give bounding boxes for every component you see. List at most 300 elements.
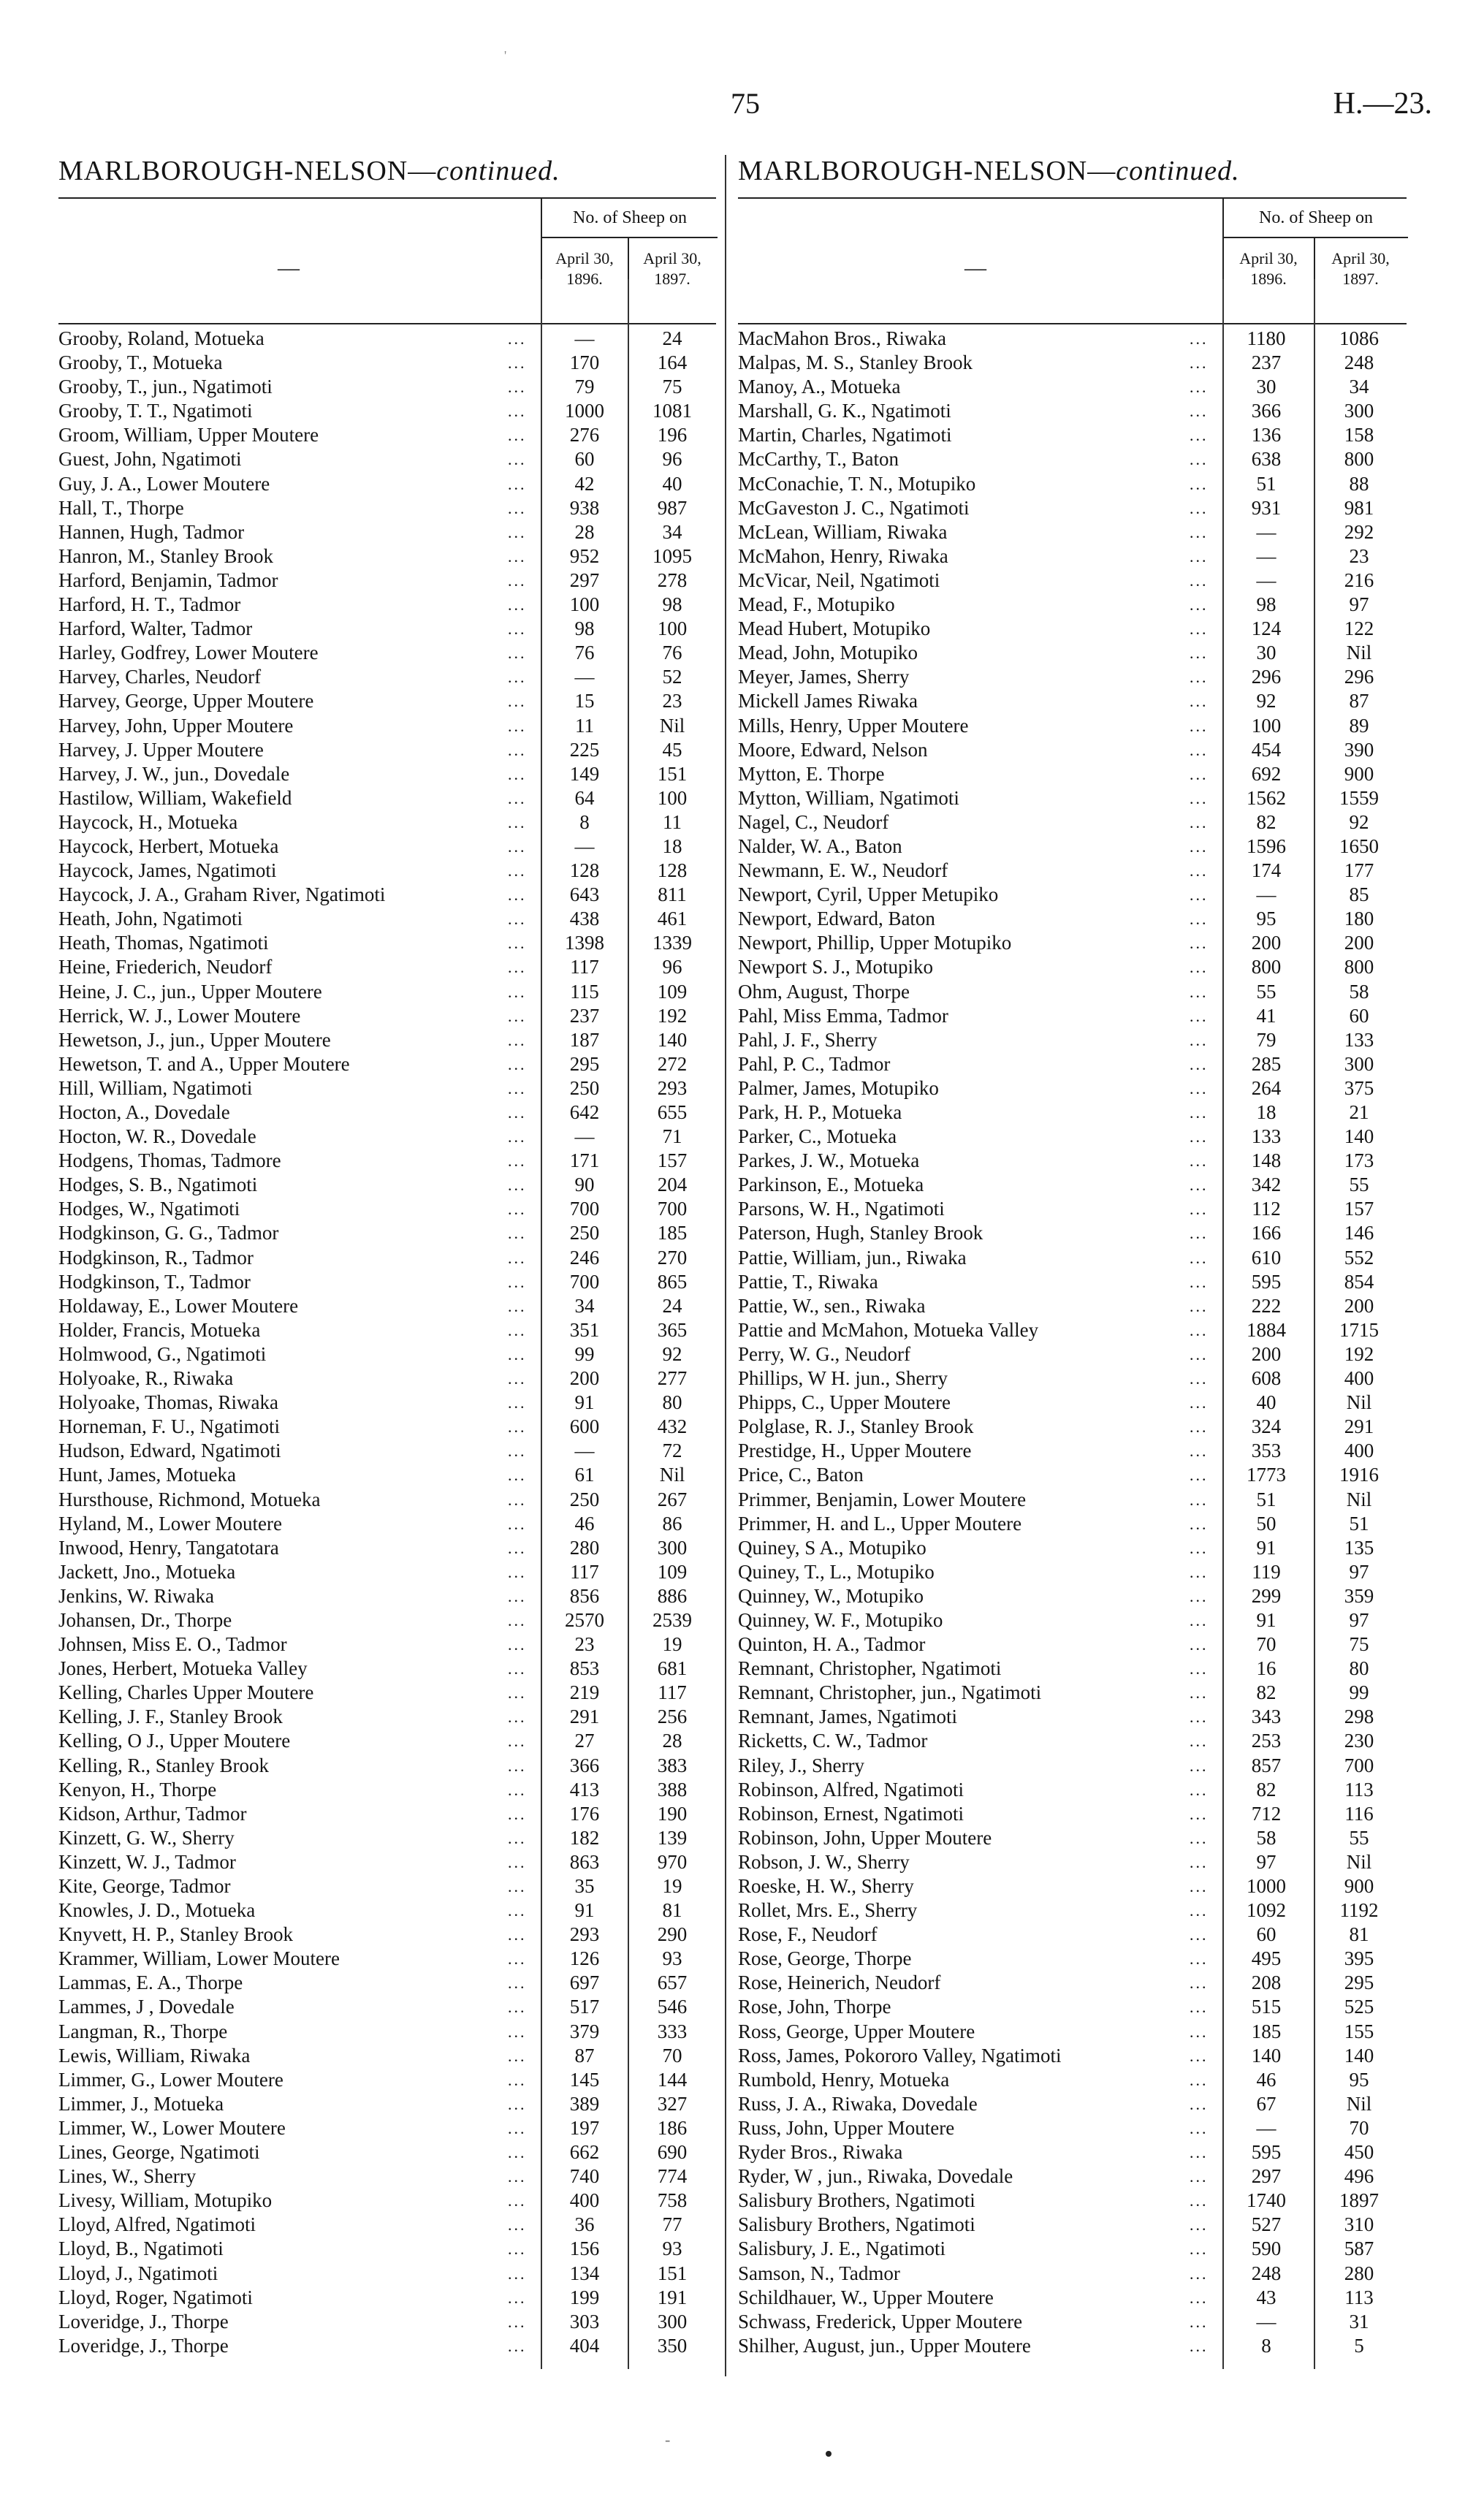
right-column: [738, 155, 1407, 2357]
sheep-1896: 253: [1251, 1730, 1282, 1752]
table-row: [738, 1197, 1407, 1221]
sheep-1897: 1897: [1339, 2189, 1379, 2212]
sheep-1896: —: [1256, 520, 1276, 543]
sheep-1897: 496: [1344, 2165, 1374, 2188]
leader-dots: ...: [1190, 1006, 1209, 1025]
sheep-1896: 692: [1251, 762, 1282, 785]
leader-dots: ...: [508, 1030, 527, 1049]
sheep-1896: 23: [574, 1633, 595, 1656]
table-row: [738, 883, 1407, 907]
owner-name: McConachie, T. N., Motupiko: [738, 472, 976, 495]
owner-name: Hunt, James, Motueka: [58, 1464, 236, 1486]
leader-dots: ...: [508, 1708, 527, 1727]
leader-dots: ...: [1190, 571, 1209, 590]
sheep-1897: 70: [662, 2044, 682, 2067]
sheep-1896: 643: [569, 883, 600, 906]
leader-dots: ...: [508, 1320, 527, 1339]
sheep-1896: 51: [1256, 1488, 1276, 1510]
sheep-1897: 158: [1344, 424, 1374, 446]
owner-name: Parkinson, E., Motueka: [738, 1174, 924, 1196]
sheep-1897: 164: [657, 351, 688, 374]
sheep-1897: 327: [657, 2092, 688, 2115]
table-row: [738, 1221, 1407, 1245]
sheep-1897: 55: [1349, 1174, 1369, 1196]
owner-name: Mead, F., Motupiko: [738, 593, 895, 616]
sheep-1896: 237: [569, 1004, 600, 1027]
sheep-1897: 190: [657, 1802, 688, 1825]
table-row: [58, 447, 716, 471]
leader-dots: ...: [508, 1974, 527, 1993]
owner-name: Harford, Walter, Tadmor: [58, 617, 253, 640]
sheep-1896: 149: [569, 762, 600, 785]
leader-dots: ...: [1190, 498, 1209, 517]
left-sheep-group-header: No. of Sheep on: [541, 199, 718, 238]
table-row: [738, 472, 1407, 496]
sheep-1896: 185: [1251, 2020, 1282, 2042]
table-row: [738, 617, 1407, 641]
leader-dots: ...: [1190, 2118, 1209, 2137]
owner-name: Jackett, Jno., Motueka: [58, 1560, 236, 1583]
leader-dots: ...: [1190, 1611, 1209, 1630]
leader-dots: ...: [508, 934, 527, 953]
leader-dots: ...: [1190, 1780, 1209, 1799]
table-row: [58, 1173, 716, 1197]
table-row: [58, 2140, 716, 2164]
table-row: [58, 1318, 716, 1342]
sheep-1897: 987: [657, 496, 688, 519]
sheep-1897: 365: [657, 1318, 688, 1341]
sheep-1897: 272: [657, 1052, 688, 1075]
sheep-1897: 60: [1349, 1004, 1369, 1027]
owner-name: Salisbury Brothers, Ngatimoti: [738, 2189, 975, 2212]
leader-dots: ...: [1190, 1418, 1209, 1437]
owner-name: Prestidge, H., Upper Moutere: [738, 1440, 972, 1462]
owner-name: Mytton, E. Thorpe: [738, 762, 885, 785]
owner-name: McCarthy, T., Baton: [738, 448, 899, 471]
sheep-1896: 250: [569, 1222, 600, 1244]
leader-dots: ...: [1190, 764, 1209, 783]
owner-name: Pahl, J. F., Sherry: [738, 1028, 878, 1051]
table-row: [738, 1004, 1407, 1028]
sheep-1897: 11: [663, 810, 682, 833]
sheep-1896: 857: [1251, 1754, 1282, 1776]
sheep-1896: 1740: [1247, 2189, 1286, 2212]
sheep-1897: 854: [1344, 1270, 1374, 1293]
sheep-1896: 117: [570, 1560, 599, 1583]
owner-name: Ricketts, C. W., Tadmor: [738, 1730, 928, 1752]
sheep-1896: 700: [569, 1270, 600, 1293]
sheep-1897: Nil: [1346, 1391, 1372, 1414]
sheep-1897: 811: [658, 883, 687, 906]
owner-name: Kelling, O J., Upper Moutere: [58, 1730, 291, 1752]
table-row: [738, 1729, 1407, 1753]
table-row: [58, 1898, 716, 1923]
owner-name: Pattie and McMahon, Motueka Valley: [738, 1318, 1039, 1341]
sheep-1896: 342: [1251, 1174, 1282, 1196]
sheep-1897: 461: [657, 908, 688, 930]
sheep-1897: 395: [1344, 1947, 1374, 1970]
sheep-1896: 200: [1251, 932, 1282, 954]
owner-name: Harvey, Charles, Neudorf: [58, 666, 262, 688]
sheep-1897: 19: [662, 1633, 682, 1656]
sheep-1896: 60: [1256, 1923, 1276, 1946]
sheep-1896: 608: [1251, 1367, 1282, 1390]
owner-name: Hyland, M., Lower Moutere: [58, 1512, 282, 1535]
owner-name: Ryder, W , jun., Riwaka, Dovedale: [738, 2165, 1013, 2188]
owner-name: McGaveston J. C., Ngatimoti: [738, 496, 970, 519]
owner-name: Hursthouse, Richmond, Motueka: [58, 1488, 321, 1510]
table-row: [738, 375, 1407, 399]
right-title-main: MARLBOROUGH-NELSON—: [738, 156, 1116, 186]
owner-name: Rose, F., Neudorf: [738, 1923, 878, 1946]
owner-name: Parker, C., Motueka: [738, 1125, 897, 1148]
table-row: [58, 1221, 716, 1245]
owner-name: Park, H. P., Motueka: [738, 1101, 902, 1123]
owner-name: Ryder Bros., Riwaka: [738, 2141, 903, 2164]
table-row: [58, 472, 716, 496]
leader-dots: ...: [508, 1756, 527, 1775]
sheep-1896: 182: [569, 1826, 600, 1849]
sheep-1896: 2570: [565, 1608, 604, 1631]
leader-dots: ...: [508, 1732, 527, 1751]
sheep-1897: 122: [1344, 617, 1374, 640]
owner-name: Quinney, W., Motupiko: [738, 1584, 924, 1607]
leader-dots: ...: [508, 692, 527, 711]
sheep-1897: 157: [1344, 1198, 1374, 1220]
sheep-1896: 34: [574, 1294, 595, 1317]
owner-name: Pattie, William, jun., Riwaka: [738, 1246, 967, 1269]
table-row: [738, 423, 1407, 447]
table-row: [58, 1608, 716, 1632]
owner-name: Holyoake, Thomas, Riwaka: [58, 1391, 278, 1414]
table-row: [738, 2164, 1407, 2189]
sheep-1896: 517: [569, 1996, 600, 2018]
owner-name: Haycock, James, Ngatimoti: [58, 859, 277, 882]
sheep-1897: 21: [1349, 1101, 1369, 1123]
owner-name: Heath, Thomas, Ngatimoti: [58, 932, 269, 954]
sheep-1896: 91: [574, 1391, 595, 1414]
leader-dots: ...: [1190, 426, 1209, 445]
owner-name: Manoy, A., Motueka: [738, 376, 901, 398]
sheep-1896: 91: [1256, 1536, 1276, 1559]
sheep-1896: —: [1256, 2310, 1276, 2333]
sheep-1897: 300: [657, 1536, 688, 1559]
right-header-1897: April 30, 1897.: [1331, 249, 1390, 288]
owner-name: Langman, R., Thorpe: [58, 2020, 228, 2042]
sheep-1897: 300: [1344, 400, 1374, 422]
leader-dots: ...: [1190, 716, 1209, 735]
owner-name: Holmwood, G., Ngatimoti: [58, 1342, 267, 1365]
owner-name: Herrick, W. J., Lower Moutere: [58, 1004, 301, 1027]
owner-name: Jones, Herbert, Motueka Valley: [58, 1657, 308, 1680]
sheep-1896: 250: [569, 1076, 600, 1099]
table-row: [738, 2286, 1407, 2310]
table-row: [738, 1947, 1407, 1971]
owner-name: Lammes, J , Dovedale: [58, 1996, 235, 2018]
owner-name: McLean, William, Riwaka: [738, 520, 948, 543]
sheep-1896: 92: [1256, 690, 1276, 712]
sheep-1897: 97: [1349, 593, 1369, 616]
sheep-1897: 28: [662, 1730, 682, 1752]
table-row: [738, 738, 1407, 762]
owner-name: Hudson, Edward, Ngatimoti: [58, 1440, 281, 1462]
leader-dots: ...: [1190, 2022, 1209, 2041]
table-row: [738, 399, 1407, 423]
right-title-continued: continued.: [1116, 156, 1240, 186]
owner-name: Hocton, W. R., Dovedale: [58, 1125, 256, 1148]
sheep-1897: 55: [1349, 1826, 1369, 1849]
table-row: [58, 1512, 716, 1536]
sheep-1897: 400: [1344, 1440, 1374, 1462]
table-row: [58, 593, 716, 617]
leader-dots: ...: [1190, 1974, 1209, 1993]
owner-name: Hannen, Hugh, Tadmor: [58, 520, 245, 543]
sheep-1896: 134: [569, 2262, 600, 2284]
sheep-1897: 75: [662, 376, 682, 398]
sheep-1897: 310: [1344, 2213, 1374, 2236]
table-row: [738, 1681, 1407, 1705]
owner-name: Harvey, George, Upper Moutere: [58, 690, 314, 712]
sheep-1896: 276: [569, 424, 600, 446]
owner-name: Heine, J. C., jun., Upper Moutere: [58, 980, 322, 1003]
leader-dots: ...: [508, 1611, 527, 1630]
table-row: [58, 1971, 716, 1995]
leader-dots: ...: [508, 1828, 527, 1847]
leader-dots: ...: [1190, 2336, 1209, 2355]
owner-name: Polglase, R. J., Stanley Brook: [738, 1415, 974, 1438]
table-row: [58, 1947, 716, 1971]
table-row: [738, 1366, 1407, 1391]
sheep-1897: 900: [1344, 762, 1374, 785]
owner-name: Guest, John, Ngatimoti: [58, 448, 242, 471]
leader-dots: ...: [508, 1200, 527, 1219]
sheep-1896: 95: [1256, 908, 1276, 930]
table-row: [58, 1270, 716, 1294]
table-row: [58, 399, 716, 423]
table-row: [738, 1705, 1407, 1729]
sheep-1896: 79: [574, 376, 595, 398]
table-row: [738, 1657, 1407, 1681]
sheep-1896: 351: [569, 1318, 600, 1341]
table-row: [58, 1729, 716, 1753]
sheep-1897: 140: [1344, 1125, 1374, 1148]
table-row: [58, 834, 716, 859]
leader-dots: ...: [1190, 547, 1209, 566]
table-row: [58, 1536, 716, 1560]
sheep-1897: Nil: [1346, 642, 1372, 664]
sheep-1896: 35: [574, 1875, 595, 1897]
print-tick: -: [665, 2430, 671, 2449]
sheep-1897: 681: [657, 1657, 688, 1680]
sheep-1896: 91: [574, 1899, 595, 1922]
leader-dots: ...: [1190, 378, 1209, 397]
sheep-1897: 109: [657, 980, 688, 1003]
owner-name: Grooby, T., jun., Ngatimoti: [58, 376, 273, 398]
table-row: [738, 786, 1407, 810]
table-row: [738, 1125, 1407, 1149]
leader-dots: ...: [1190, 330, 1209, 348]
sheep-1897: 97: [1349, 1608, 1369, 1631]
owner-name: Kite, George, Tadmor: [58, 1875, 231, 1897]
left-column-title: [58, 155, 716, 197]
sheep-1897: 290: [657, 1923, 688, 1946]
sheep-1896: 291: [569, 1706, 600, 1728]
leader-dots: ...: [1190, 1538, 1209, 1557]
sheep-1896: 82: [1256, 1681, 1276, 1704]
owner-name: Rumbold, Henry, Motueka: [738, 2068, 950, 2091]
leader-dots: ...: [1190, 1442, 1209, 1461]
table-row: [738, 2189, 1407, 2213]
owner-name: Lloyd, Alfred, Ngatimoti: [58, 2213, 256, 2236]
owner-name: Hodgens, Thomas, Tadmore: [58, 1149, 281, 1172]
sheep-1897: 525: [1344, 1996, 1374, 2018]
sheep-1897: 970: [657, 1850, 688, 1873]
sheep-1896: 98: [574, 617, 595, 640]
owner-name: Kidson, Arthur, Tadmor: [58, 1802, 247, 1825]
leader-dots: ...: [508, 1128, 527, 1147]
table-row: [738, 2140, 1407, 2164]
leader-dots: ...: [1190, 958, 1209, 977]
table-row: [738, 1149, 1407, 1173]
sheep-1896: 70: [1256, 1633, 1276, 1656]
leader-dots: ...: [1190, 1998, 1209, 2017]
sheep-1896: 100: [1251, 714, 1282, 737]
leader-dots: ...: [508, 1103, 527, 1122]
table-row: [58, 1463, 716, 1487]
owner-name: Jenkins, W. Riwaka: [58, 1584, 214, 1607]
leader-dots: ...: [1190, 2191, 1209, 2210]
owner-name: Rollet, Mrs. E., Sherry: [738, 1899, 918, 1922]
sheep-1897: 388: [657, 1778, 688, 1801]
sheep-1897: 24: [662, 1294, 682, 1317]
table-row: [738, 1850, 1407, 1874]
sheep-1896: 87: [574, 2044, 595, 2067]
sheep-1896: 119: [1252, 1560, 1281, 1583]
sheep-1897: 186: [657, 2116, 688, 2139]
leader-dots: ...: [508, 2094, 527, 2113]
leader-dots: ...: [508, 426, 527, 445]
leader-dots: ...: [508, 740, 527, 759]
table-row: [58, 1705, 716, 1729]
sheep-1897: 93: [662, 2238, 682, 2260]
owner-name: Harvey, J. Upper Moutere: [58, 738, 264, 761]
owner-name: Haycock, Herbert, Motueka: [58, 834, 279, 857]
sheep-1897: 34: [1349, 376, 1369, 398]
table-row: [738, 665, 1407, 689]
table-row: [58, 738, 716, 762]
left-table-header: [58, 197, 716, 324]
sheep-1896: 8: [579, 810, 590, 833]
sheep-1897: 295: [1344, 1972, 1374, 1994]
sheep-1896: 200: [1251, 1342, 1282, 1365]
sheep-1896: 40: [1256, 1391, 1276, 1414]
owner-name: Robinson, Ernest, Ngatimoti: [738, 1802, 964, 1825]
table-row: [738, 1632, 1407, 1657]
sheep-1896: 30: [1256, 376, 1276, 398]
table-row: [58, 1028, 716, 1052]
leader-dots: ...: [1190, 1248, 1209, 1267]
sheep-1896: 590: [1251, 2238, 1282, 2260]
leader-dots: ...: [508, 764, 527, 783]
owner-name: Parsons, W. H., Ngatimoti: [738, 1198, 945, 1220]
leader-dots: ...: [508, 1877, 527, 1896]
sheep-1897: 144: [657, 2068, 688, 2091]
left-header-1897: April 30, 1897.: [643, 249, 701, 288]
leader-dots: ...: [1190, 837, 1209, 856]
leader-dots: ...: [1190, 1925, 1209, 1944]
sheep-1896: 27: [574, 1730, 595, 1752]
leader-dots: ...: [1190, 1272, 1209, 1291]
sheep-1896: 76: [574, 642, 595, 664]
table-row: [738, 2213, 1407, 2237]
table-row: [58, 327, 716, 351]
owner-name: Quiney, S A., Motupiko: [738, 1536, 926, 1559]
sheep-1897: 248: [1344, 351, 1374, 374]
sheep-1897: 1339: [652, 932, 692, 954]
table-row: [738, 955, 1407, 979]
leader-dots: ...: [508, 1635, 527, 1654]
leader-dots: ...: [508, 1684, 527, 1703]
table-row: [738, 544, 1407, 569]
leader-dots: ...: [508, 788, 527, 807]
leader-dots: ...: [1190, 1128, 1209, 1147]
sheep-1896: 51: [1256, 472, 1276, 495]
leader-dots: ...: [1190, 596, 1209, 615]
leader-dots: ...: [508, 1418, 527, 1437]
table-row: [58, 1439, 716, 1463]
table-row: [738, 1536, 1407, 1560]
owner-name: McVicar, Neil, Ngatimoti: [738, 569, 940, 591]
sheep-1897: 298: [1344, 1706, 1374, 1728]
sheep-1897: 76: [662, 642, 682, 664]
leader-dots: ...: [508, 354, 527, 373]
table-row: [58, 496, 716, 520]
leader-dots: ...: [508, 1466, 527, 1485]
owner-name: Harvey, John, Upper Moutere: [58, 714, 294, 737]
leader-dots: ...: [508, 1538, 527, 1557]
sheep-1897: 85: [1349, 883, 1369, 906]
sheep-1896: 145: [569, 2068, 600, 2091]
table-row: [738, 762, 1407, 786]
owner-name: Hodgkinson, T., Tadmor: [58, 1270, 251, 1293]
leader-dots: ...: [508, 1054, 527, 1073]
owner-name: Kinzett, W. J., Tadmor: [58, 1850, 236, 1873]
sheep-1897: 52: [662, 666, 682, 688]
sheep-1897: 116: [1344, 1802, 1374, 1825]
owner-name: Ross, James, Pokororo Valley, Ngatimoti: [738, 2044, 1062, 2067]
sheep-1897: 450: [1344, 2141, 1374, 2164]
sheep-1896: 404: [569, 2334, 600, 2357]
table-row: [738, 1754, 1407, 1778]
sheep-1897: 277: [657, 1367, 688, 1390]
table-row: [738, 2044, 1407, 2068]
owner-name: Haycock, H., Motueka: [58, 810, 238, 833]
sheep-1897: 200: [1344, 1294, 1374, 1317]
owner-name: Knowles, J. D., Motueka: [58, 1899, 256, 1922]
sheep-1896: 222: [1251, 1294, 1282, 1317]
sheep-1896: 124: [1251, 617, 1282, 640]
sheep-1897: 383: [657, 1754, 688, 1776]
sheep-1897: 278: [657, 569, 688, 591]
sheep-1897: 173: [1344, 1149, 1374, 1172]
leader-dots: ...: [508, 668, 527, 687]
leader-dots: ...: [1190, 2167, 1209, 2186]
sheep-1897: 117: [658, 1681, 687, 1704]
owner-name: Martin, Charles, Ngatimoti: [738, 424, 952, 446]
sheep-1896: 187: [569, 1028, 600, 1051]
sheep-1897: 432: [657, 1415, 688, 1438]
sheep-1896: —: [1256, 883, 1276, 906]
